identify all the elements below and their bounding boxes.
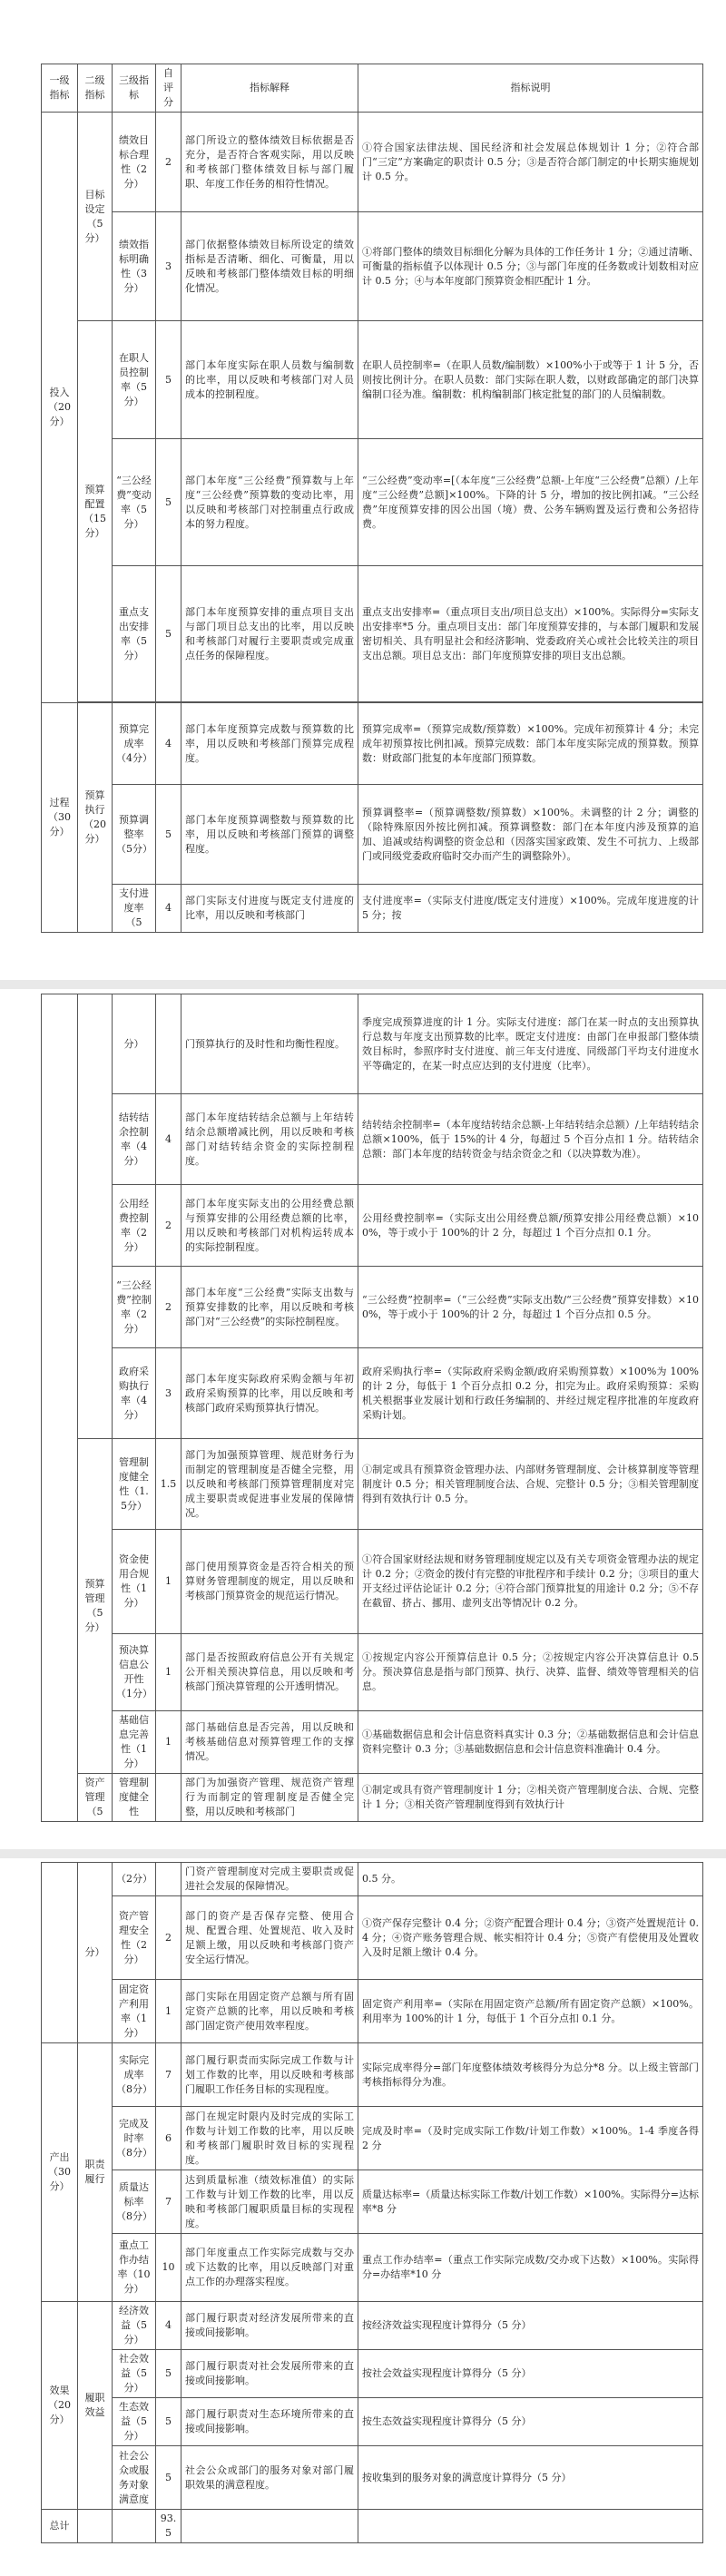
score-cell: 2 [156,1267,182,1348]
desc-cell: 固定资产利用率=（实际在用固定资产总额/所有固定资产总额）×100%。利用率为 100%的计 1 分，每低于 1 个百分点扣 0.1 分。 [358,1980,703,2043]
score-cell: 4 [156,1094,182,1185]
explain-cell: 部门的资产是否保存完整、使用合规、配置合理、处置规范、收入及时足额上缴，用以反映和考核部门资产安全运行情况。 [182,1896,358,1980]
score-cell: 7 [156,2043,182,2107]
table-row [42,1634,703,1711]
explain-cell: 部门履行职责对经济发展所带来的直接或间接影响。 [182,2302,358,2350]
score-cell: 3 [156,1348,182,1439]
desc-cell: ①将部门整体的绩效目标细化分解为具体的工作任务计 1 分；②通过清晰、可衡量的指标值予以体现计 0.5 分；③与部门年度的任务数或计划数相对应计 0.5 分；④与本年度部门预算资金相匹配计 1 分。 [358,212,703,321]
page-2 [0,994,726,1842]
desc-cell: 按社会效益实现程度计算得分（5 分） [358,2350,703,2398]
score-cell: 2 [156,113,182,212]
level3-cell: “三公经费”控制率（2分） [113,1267,156,1348]
desc-cell: “三公经费”控制率=（“三公经费”实际支出数/“三公经费”预算安排数）×100%，等于或小于 100%的计 2 分，每超过 1 个百分点扣 0.5 分。 [358,1267,703,1348]
table-row [42,1185,703,1267]
table-row [42,1094,703,1185]
desc-cell: 实际完成率得分=部门年度整体绩效考核得分为总分*8 分。以上级主管部门考核指标得分为准。 [358,2043,703,2107]
explain-cell: 部门履行职责对生态环境所带来的直接或间接影响。 [182,2398,358,2446]
level1-cell [42,994,78,1822]
score-cell: 10 [156,2234,182,2302]
desc-cell: 完成及时率=（及时完成实际工作数/计划工作数）×100%。1-4 季度各得 2 分 [358,2107,703,2170]
explain-cell: 部门实际在用固定资产总额与所有固定资产总额的比率，用以反映和考核部门固定资产使用效率程度。 [182,1980,358,2043]
table-row [42,885,703,933]
score-cell: 4 [156,885,182,933]
desc-cell: ①制定或具有预算资金管理办法、内部财务管理制度、会计核算制度等管理制度计 0.5 分；相关管理制度合法、合规、完整计 0.5 分；③相关管理制度得到有效执行计 0.5 分。 [358,1439,703,1530]
explain-cell: 部门为加强资产管理、规范资产管理行为而制定的管理制度是否健全完整，用以反映和考核部门 [182,1774,358,1822]
level3-cell: 资产管理安全性（2分） [113,1896,156,1980]
page-3 [0,1862,726,2576]
level3-cell: 管理制度健全性 [113,1774,156,1822]
table-row [42,1711,703,1774]
table-row [42,2302,703,2350]
explain-cell: 部门本年度预算调整数与预算数的比率，用以反映和考核部门预算的调整程度。 [182,785,358,885]
evaluation-table-part-1 [41,64,703,933]
explain-cell: 部门本年度结转结余总额与上年结转结余总额增减比例，用以反映和考核部门对结转结余资金的实际控制程度。 [182,1094,358,1185]
level3-cell: 预决算信息公开性（1分） [113,1634,156,1711]
table-row [42,1267,703,1348]
desc-cell: 重点工作办结率=（重点工作实际完成数/交办或下达数）×100%。实际得分=办结率*10 分 [358,2234,703,2302]
level3-cell: 支付进度率（5 [113,885,156,933]
explain-cell: 部门本年度“三公经费”实际支出数与预算安排数的比率，用以反映和考核部门对“三公经费”的实际控制程度。 [182,1267,358,1348]
explain-cell: 部门本年度实际在职人员数与编制数的比率，用以反映和考核部门对人员成本的控制程度。 [182,321,358,439]
score-cell: 5 [156,439,182,566]
level3-cell: 生态效益（5分） [113,2398,156,2446]
level2-cell: 预算执行（20分） [78,703,113,933]
table-row [42,2350,703,2398]
page-separator [0,980,726,989]
score-cell [156,994,182,1094]
level3-cell: （2分） [113,1863,156,1896]
level1-cell: 产出（30分） [42,2043,78,2302]
level2-cell: 目标设定（5分） [78,113,113,321]
level3-cell: 绩效目标合理性（2分） [113,113,156,212]
score-cell: 5 [156,2398,182,2446]
score-cell: 1.5 [156,1439,182,1530]
table-row [42,2446,703,2510]
desc-cell: ①符合国家财经法规和财务管理制度规定以及有关专项资金管理办法的规定计 0.2 分；②资金的拨付有完整的审批程序和手续计 0.2 分；③项目的重大开支经过评估论证计 0.2 分；④符合部门预算批复的用途计 0.2 分；⑤不存在截留、挤占、挪用、虚列支出等情况计 0.2 分。 [358,1530,703,1634]
level3-cell: 管理制度健全性（1.5分） [113,1439,156,1530]
desc-cell: 按生态效益实现程度计算得分（5 分） [358,2398,703,2446]
explain-cell: 门预算执行的及时性和均衡性程度。 [182,994,358,1094]
level3-cell: 结转结余控制率（4分） [113,1094,156,1185]
table-row [42,566,703,702]
header-desc: 指标说明 [358,64,703,113]
level2-cell: 预算管理（5分） [78,1439,113,1774]
level3-cell: 基础信息完善性（1分） [113,1711,156,1774]
table-row [42,439,703,566]
total-row [42,2510,703,2543]
explain-cell: 部门所设立的整体绩效目标依据是否充分，是否符合客观实际，用以反映和考核部门整体绩效目标与部门履职、年度工作任务的相符性情况。 [182,113,358,212]
level2-cell: 履职效益 [78,2302,113,2510]
level1-cell: 投入（20分） [42,113,78,703]
table-row [42,1896,703,1980]
level3-cell: 重点支出安排率（5分） [113,566,156,702]
header-level1: 一级指标 [42,64,78,113]
score-cell: 3 [156,212,182,321]
table-row [42,994,703,1094]
explain-cell: 部门履行职责而实际完成工作数与计划工作数的比率，用以反映和考核部门履职工作任务目标的实现程度。 [182,2043,358,2107]
desc-cell: 政府采购执行率=（实际政府采购金额/政府采购预算数）×100%为 100%的计 2 分，每低于 1 个百分点扣 0.2 分，扣完为止。政府采购预算：采购机关根据事业发展计划和行政任务编制的、并经过规定程序批准的年度政府采购计划。 [358,1348,703,1439]
level3-cell: 在职人员控制率（5分） [113,321,156,439]
level3-cell: 分） [113,994,156,1094]
level3-cell: 公用经费控制率（2分） [113,1185,156,1267]
table-row [42,1530,703,1634]
explain-cell: 部门本年度预算完成数与预算数的比率，用以反映和考核部门预算完成程度。 [182,703,358,785]
evaluation-table-part-2 [41,994,703,1822]
score-cell: 2 [156,1185,182,1267]
level3-cell: 实际完成率（8分） [113,2043,156,2107]
explain-cell: 部门基础信息是否完善，用以反映和考核基础信息对预算管理工作的支撑情况。 [182,1711,358,1774]
score-cell: 1 [156,1634,182,1711]
desc-cell: 在职人员控制率=（在职人员数/编制数）×100%小于或等于 1 计 5 分，否则按比例计分。在职人员数：部门实际在职人数，以财政部确定的部门决算编制口径为准。编制数：机构编制部门核定批复的部门的人员编制数。 [358,321,703,439]
table-row [42,113,703,212]
level3-cell: 资金使用合规性（1分） [113,1530,156,1634]
desc-cell: 质量达标率=（质量达标实际工作数/计划工作数）×100%。实际得分=达标率*8 分 [358,2170,703,2234]
desc-cell: 按经济效益实现程度计算得分（5 分） [358,2302,703,2350]
score-cell: 5 [156,566,182,702]
explain-cell: 部门本年度“三公经费”预算数与上年度“三公经费”预算数的变动比率，用以反映和考核部门对控制重点行政成本的努力程度。 [182,439,358,566]
desc-cell: ①基础数据信息和会计信息资料真实计 0.3 分；②基础数据信息和会计信息资料完整计 0.3 分；③基础数据信息和会计信息资料准确计 0.4 分。 [358,1711,703,1774]
desc-cell: 预算完成率=（预算完成数/预算数）×100%。完成年初预算计 4 分；未完成年初预算按比例扣减。预算完成数：部门本年度实际完成的预算数。预算数：财政部门批复的本年度部门预算数。 [358,703,703,785]
explain-cell: 部门本年度预算安排的重点项目支出与部门项目总支出的比率，用以反映和考核部门对履行主要职责或完成重点任务的保障程度。 [182,566,358,702]
explain-cell: 部门依据整体绩效目标所设定的绩效指标是否清晰、细化、可衡量，用以反映和考核部门整体绩效目标的明细化情况。 [182,212,358,321]
level3-cell: 固定资产利用率（1分） [113,1980,156,2043]
table-row [42,785,703,885]
table-row [42,212,703,321]
header-score: 自评分 [156,64,182,113]
explain-cell: 部门年度重点工作实际完成数与交办或下达数的比率，用以反映部门对重点工作的办理落实程度。 [182,2234,358,2302]
table-row [42,703,703,785]
desc-cell: “三公经费”变动率=[（本年度“三公经费”总额-上年度“三公经费”总额）/上年度“三公经费”总额]×100%。下降的计 5 分，增加的按比例扣减。“三公经费”年度预算安排的因公出国（境）费、公务车辆购置及运行费和公务招待费。 [358,439,703,566]
evaluation-table-part-3 [41,1862,703,2543]
table-row [42,1863,703,1896]
score-cell: 6 [156,2107,182,2170]
score-cell [156,1863,182,1896]
desc-cell: 0.5 分。 [358,1863,703,1896]
explain-cell: 部门使用预算资金是否符合相关的预算财务管理制度的规定，用以反映和考核部门预算资金的规范运行情况。 [182,1530,358,1634]
table-row [42,2043,703,2107]
explain-cell: 部门在规定时限内及时完成的实际工作数与计划工作数的比率，用以反映和考核部门履职时效目标的实现程度。 [182,2107,358,2170]
page-separator [0,1849,726,1858]
page-1 [0,64,726,973]
desc-cell: 预算调整率=（预算调整数/预算数）×100%。未调整的计 2 分；调整的（除特殊原因外按比例扣减。预算调整数：部门在本年度内涉及预算的追加、追减或结构调整的资金总和（因落实国家政策、发生不可抗力、上级部门或同级党委政府临时交办而产生的调整除外）。 [358,785,703,885]
score-cell: 5 [156,785,182,885]
header-level3: 三级指标 [113,64,156,113]
desc-cell: 支付进度率=（实际支付进度/既定支付进度）×100%。完成年度进度的计 5 分；按 [358,885,703,933]
level3-cell: “三公经费”变动率（5分） [113,439,156,566]
level3-cell: 预算调整率（5分） [113,785,156,885]
desc-cell: 公用经费控制率=（实际支出公用经费总额/预算安排公用经费总额）×100%，等于或小于 100%的计 2 分，每超过 1 个百分点扣 0.1 分。 [358,1185,703,1267]
explain-cell: 部门实际支付进度与既定支付进度的比率，用以反映和考核部门 [182,885,358,933]
table-row [42,1348,703,1439]
level2-cell: 职责履行 [78,2043,113,2302]
explain-cell: 部门本年度实际政府采购金额与年初政府采购预算的比率，用以反映和考核部门政府采购预算执行情况。 [182,1348,358,1439]
table-row [42,2234,703,2302]
level3-cell: 政府采购执行率（4分） [113,1348,156,1439]
level2-cell: 分） [78,1863,113,2043]
level3-cell: 绩效指标明确性（3分） [113,212,156,321]
level2-cell: 预算配置（15分） [78,321,113,702]
level1-cell [42,1863,78,2043]
explain-cell: 部门是否按照政府信息公开有关规定公开相关预决算信息，用以反映和考核部门预决算管理的公开透明情况。 [182,1634,358,1711]
level3-cell: 质量达标率（8分） [113,2170,156,2234]
desc-cell: 季度完成预算进度的计 1 分。实际支付进度：部门在某一时点的支出预算执行总数与年度支出预算数的比率。既定支付进度：由部门在申报部门整体绩效目标时，参照序时支付进度、前三年支付进度、同级部门平均支付进度水平等确定的，在某一时点应达到的支付进度（比率）。 [358,994,703,1094]
desc-cell: ①按规定内容公开预算信息计 0.5 分；②按规定内容公开决算信息计 0.5 分。预决算信息是指与部门预算、执行、决算、监督、绩效等管理相关的信息。 [358,1634,703,1711]
explain-cell: 门资产管理制度对完成主要职责或促进社会发展的保障情况。 [182,1863,358,1896]
level1-cell: 效果（20分） [42,2302,78,2510]
explain-cell: 部门本年度实际支出的公用经费总额与预算安排的公用经费总额的比率，用以反映和考核部门对机构运转成本的实际控制程度。 [182,1185,358,1267]
score-cell: 2 [156,1896,182,1980]
level1-cell: 过程（30分） [42,703,78,933]
explain-cell: 社会公众或部门的服务对象对部门履职效果的满意程度。 [182,2446,358,2510]
score-cell: 1 [156,1711,182,1774]
score-cell: 1 [156,1980,182,2043]
desc-cell: 按收集到的服务对象的满意度计算得分（5 分） [358,2446,703,2510]
score-cell: 7 [156,2170,182,2234]
level2-cell: 资产管理（5 [78,1774,113,1822]
table-row [42,2398,703,2446]
score-cell: 4 [156,703,182,785]
score-cell: 5 [156,2350,182,2398]
table-row [42,2107,703,2170]
score-cell [156,1774,182,1822]
table-header-row [42,64,703,113]
table-row [42,1439,703,1530]
total-score: 93.5 [156,2510,182,2543]
level3-cell: 完成及时率（8分） [113,2107,156,2170]
score-cell: 5 [156,2446,182,2510]
desc-cell: ①符合国家法律法规、国民经济和社会发展总体规划计 1 分；②符合部门“三定”方案确定的职责计 0.5 分；③是否符合部门制定的中长期实施规划计 0.5 分。 [358,113,703,212]
level3-cell: 经济效益（5分） [113,2302,156,2350]
explain-cell: 达到质量标准（绩效标准值）的实际工作数与计划工作数的比率，用以反映和考核部门履职质量目标的实现程度。 [182,2170,358,2234]
header-explain: 指标解释 [182,64,358,113]
level3-cell: 重点工作办结率（10分） [113,2234,156,2302]
desc-cell: 重点支出安排率=（重点项目支出/项目总支出）×100%。实际得分=实际支出安排率*5 分。重点项目支出：部门年度预算安排的，与本部门履职和发展密切相关、具有明显社会和经济影响、党委政府关心或社会比较关注的项目支出总额。项目总支出：部门年度预算安排的项目支出总额。 [358,566,703,702]
table-row [42,1980,703,2043]
desc-cell: ①制定或具有资产管理制度计 1 分；②相关资产管理制度合法、合规、完整计 1 分；③相关资产管理制度得到有效执行计 [358,1774,703,1822]
level2-cell [78,994,113,1439]
score-cell: 4 [156,2302,182,2350]
score-cell: 1 [156,1530,182,1634]
table-row [42,321,703,439]
level3-cell: 社会效益（5分） [113,2350,156,2398]
table-row [42,1774,703,1822]
level3-cell: 预算完成率（4分） [113,703,156,785]
explain-cell: 部门为加强预算管理、规范财务行为而制定的管理制度是否健全完整，用以反映和考核部门预算管理制度对完成主要职责或促进事业发展的保障情况。 [182,1439,358,1530]
total-label: 总计 [42,2510,78,2543]
table-row [42,2170,703,2234]
score-cell: 5 [156,321,182,439]
desc-cell: 结转结余控制率=（本年度结转结余总额-上年结转结余总额）/上年结转结余总额×100%，低于 15%的计 4 分，每超过 5 个百分点扣 1 分。结转结余总额：部门本年度的结转资金与结余资金之和（以决算数为准）。 [358,1094,703,1185]
desc-cell: ①资产保存完整计 0.4 分；②资产配置合理计 0.4 分；③资产处置规范计 0.4 分；④资产账务管理合规、帐实相符计 0.4 分；⑤资产有偿使用及处置收入及时足额上缴计 0.4 分。 [358,1896,703,1980]
level3-cell: 社会公众或服务对象满意度 [113,2446,156,2510]
explain-cell: 部门履行职责对社会发展所带来的直接或间接影响。 [182,2350,358,2398]
header-level2: 二级指标 [78,64,113,113]
